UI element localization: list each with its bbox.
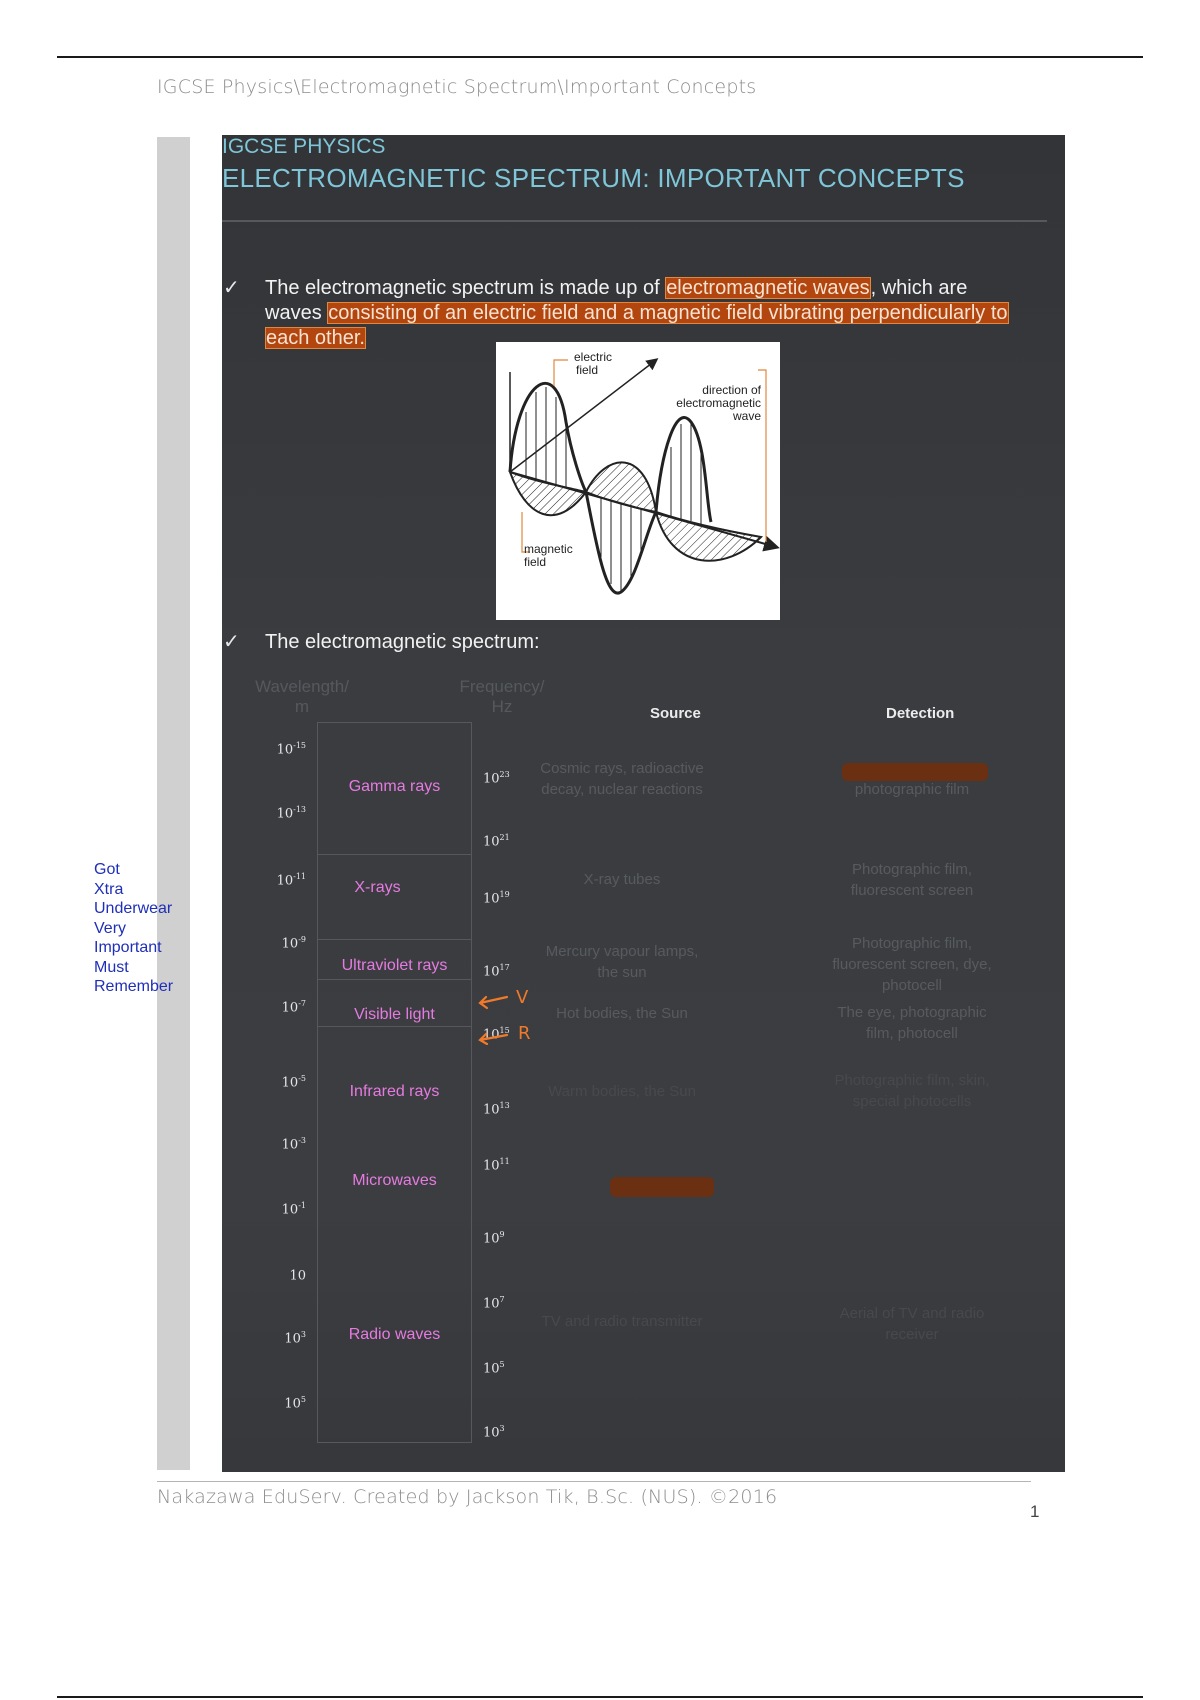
band-infrared: Infrared rays xyxy=(349,1083,440,1100)
arrow-red-icon xyxy=(480,1034,507,1044)
mnemonic-word: Got xyxy=(94,861,120,878)
band-xrays: X-rays xyxy=(354,879,401,896)
mnemonic-word: Important xyxy=(94,939,162,956)
bullet-em-waves xyxy=(265,276,1055,351)
wavelength-tick: $10^3$ xyxy=(284,1330,306,1347)
wavelength-tick: $10^{-7}$ xyxy=(281,999,306,1016)
magnetic-lobe xyxy=(656,512,761,561)
panel-subtitle: IGCSE PHYSICS xyxy=(222,135,386,158)
frequency-tick: $10^{17}$ xyxy=(483,963,510,980)
breadcrumb: IGCSE Physics\Electromagnetic Spectrum\Important Concepts xyxy=(157,76,757,98)
source-uv: Mercury vapour lamps, the sun xyxy=(545,943,699,981)
band-visible: Visible light xyxy=(354,1006,435,1023)
detection-gamma: photographic film xyxy=(854,781,970,798)
highlight-each-other: each other. xyxy=(266,327,365,349)
band-microwaves: Microwaves xyxy=(352,1172,437,1189)
highlight-consisting: consisting of an electric field and a magnetic field vibrating perpendicularly to xyxy=(328,302,1008,324)
mnemonic-word: Xtra xyxy=(94,880,124,898)
mnemonic-word: Underwear xyxy=(94,900,173,917)
direction-label: direction of xyxy=(702,383,761,397)
wavelength-tick: $10^5$ xyxy=(284,1395,306,1412)
mnemonic-word: Must xyxy=(94,958,129,976)
em-wave-svg xyxy=(496,342,780,620)
band-radio: Radio waves xyxy=(348,1326,441,1343)
frequency-tick: $10^5$ xyxy=(483,1360,505,1377)
magnetic-lobe xyxy=(510,472,586,515)
electric-field-label: field xyxy=(576,363,599,377)
panel-title: ELECTROMAGNETIC SPECTRUM: IMPORTANT CONCEPTS xyxy=(222,163,965,193)
footer-credit: Nakazawa EduServ. Created by Jackson Tik, B.Sc. (NUS). ©2016 xyxy=(157,1486,778,1508)
bullet-spectrum: The electromagnetic spectrum: xyxy=(265,631,540,653)
check-icon: ✓ xyxy=(223,275,240,299)
frequency-tick: $10^{19}$ xyxy=(483,890,510,907)
band-gamma: Gamma rays xyxy=(348,778,441,795)
violet-annotation: V xyxy=(516,987,529,1008)
wavelength-unit: m xyxy=(294,697,310,716)
redaction-mark xyxy=(610,1177,714,1197)
top-rule xyxy=(57,56,1143,58)
slide-panel xyxy=(222,135,1065,1472)
magnetic-field-label: field xyxy=(524,555,547,569)
wavelength-header-text: Wavelength/ xyxy=(255,677,349,696)
source-gamma: Cosmic rays, radioactive decay, nuclear reactions xyxy=(540,760,704,798)
bottom-rule xyxy=(57,1696,1143,1698)
frequency-tick: $10^{13}$ xyxy=(483,1101,510,1118)
detection-infrared: Photographic film, skin, special photocells xyxy=(834,1072,990,1110)
band-divider xyxy=(318,979,471,980)
source-header: Source xyxy=(650,705,701,722)
source-infrared: Warm bodies, the Sun xyxy=(548,1083,696,1100)
red-annotation: R xyxy=(518,1023,531,1044)
wavelength-tick: 10 xyxy=(289,1268,306,1284)
bullet1-pre: The electromagnetic spectrum is made up of xyxy=(265,277,666,299)
bullet1-waves: waves xyxy=(265,302,328,324)
wavelength-tick: $10^{-5}$ xyxy=(281,1074,306,1091)
wavelength-header xyxy=(252,677,352,717)
frequency-tick: $10^{11}$ xyxy=(483,1157,510,1174)
wavelength-tick: $10^{-11}$ xyxy=(276,872,306,889)
frequency-tick: $10^{15}$ xyxy=(483,1026,510,1043)
frequency-tick: $10^9$ xyxy=(483,1230,505,1247)
page-number: 1 xyxy=(1030,1502,1040,1521)
margin-bar xyxy=(157,137,190,1470)
frequency-tick: $10^{23}$ xyxy=(483,770,510,787)
arrow-violet-icon xyxy=(480,997,507,1008)
band-divider xyxy=(318,854,471,855)
frequency-tick: $10^7$ xyxy=(483,1295,505,1312)
wavelength-tick: $10^{-1}$ xyxy=(281,1201,306,1218)
magnetic-field-label: magnetic xyxy=(524,542,573,556)
title-divider xyxy=(222,220,1047,222)
wavelength-tick: $10^{-13}$ xyxy=(276,805,306,822)
source-visible: Hot bodies, the Sun xyxy=(556,1005,688,1022)
frequency-tick: $10^3$ xyxy=(483,1424,505,1441)
direction-label: electromagnetic xyxy=(676,396,761,410)
frequency-tick: $10^{21}$ xyxy=(483,833,510,850)
detection-uv: Photographic film, fluorescent screen, dye, photocell xyxy=(832,935,992,994)
bullet1-mid: , which are xyxy=(870,277,968,299)
frequency-header-text: Frequency/ xyxy=(459,677,545,696)
direction-label: wave xyxy=(732,409,761,423)
band-ultraviolet: Ultraviolet rays xyxy=(341,957,448,974)
detection-radio: Aerial of TV and radio receiver xyxy=(839,1305,985,1343)
source-xray: X-ray tubes xyxy=(583,871,661,888)
band-divider xyxy=(318,1026,471,1027)
detection-visible: The eye, photographic film, photocell xyxy=(837,1004,987,1042)
wavelength-tick: $10^{-3}$ xyxy=(281,1136,306,1153)
detection-xray: Photographic film, fluorescent screen xyxy=(850,861,974,899)
band-divider xyxy=(318,939,471,940)
mnemonic-list xyxy=(94,860,173,997)
wavelength-tick: $10^{-15}$ xyxy=(276,741,306,758)
wavelength-tick: $10^{-9}$ xyxy=(281,935,306,952)
footer-rule xyxy=(157,1481,1031,1482)
frequency-unit: Hz xyxy=(491,697,513,716)
mnemonic-word: Very xyxy=(94,919,127,937)
source-radio: TV and radio transmitter xyxy=(541,1313,703,1330)
detection-header: Detection xyxy=(886,705,955,722)
check-icon: ✓ xyxy=(223,629,240,653)
frequency-header xyxy=(457,677,547,717)
mnemonic-word: Remember xyxy=(94,978,174,995)
em-wave-diagram xyxy=(496,342,780,620)
electric-wave xyxy=(656,418,711,522)
electric-field-label: electric xyxy=(574,350,613,364)
highlight-em-waves: electromagnetic waves xyxy=(666,277,870,299)
